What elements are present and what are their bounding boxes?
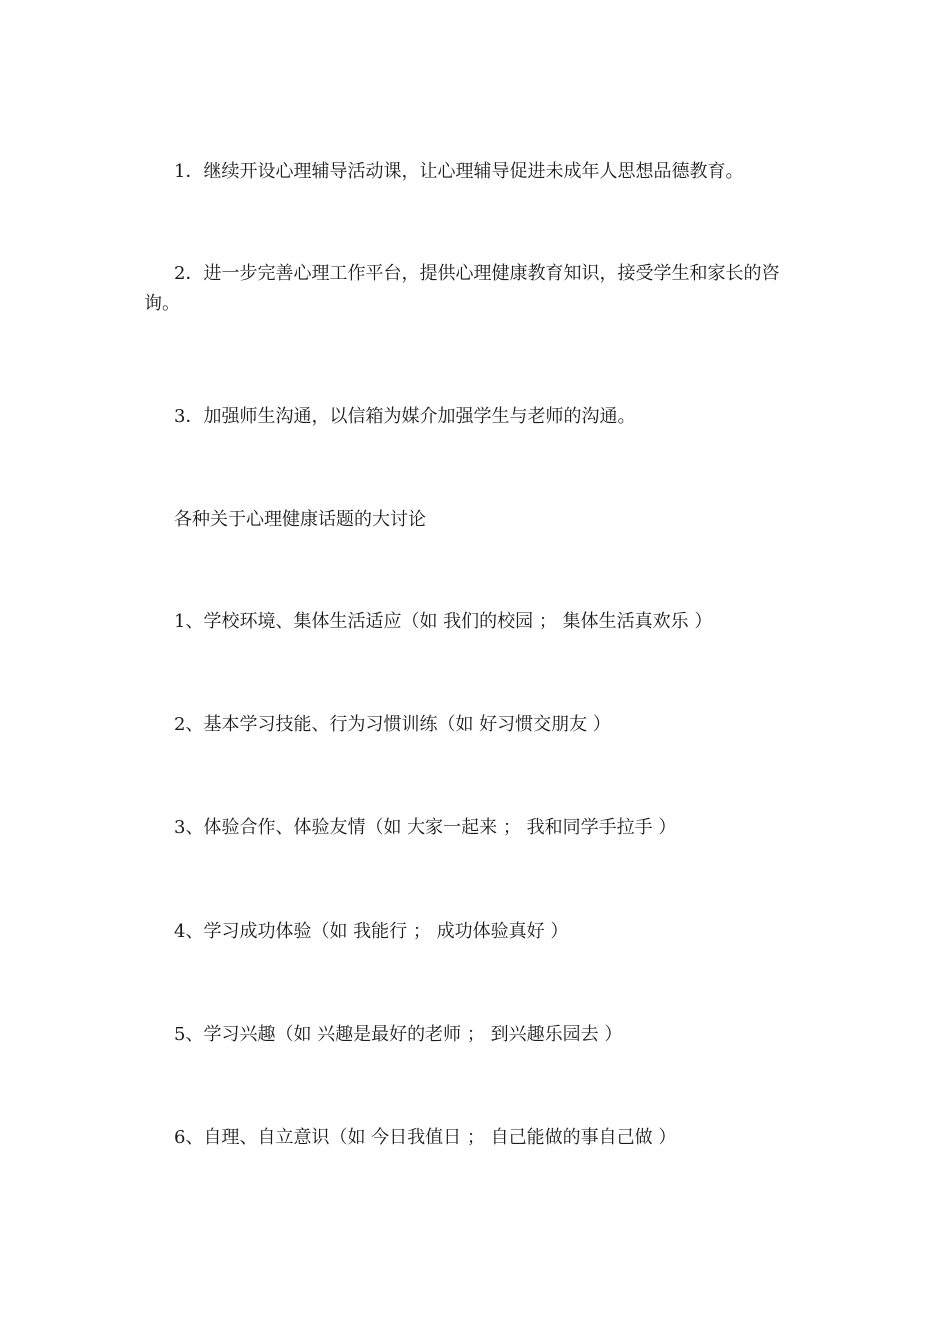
list-item-4: 4、学习成功体验（如 我能行 ； 成功体验真好 ） — [174, 921, 569, 942]
paragraph-item-3: 3．加强师生沟通，以信箱为媒介加强学生与老师的沟通。 — [174, 406, 636, 427]
list-item-3: 3、体验合作、体验友情（如 大家一起来 ； 我和同学手拉手 ） — [174, 817, 677, 838]
paragraph-item-2: 2．进一步完善心理工作平台，提供心理健康教育知识，接受学生和家长的咨询。 — [144, 263, 780, 314]
list-item-6: 6、自理、自立意识（如 今日我值日 ； 自己能做的事自己做 ） — [174, 1127, 677, 1148]
list-item-1: 1、学校环境、集体生活适应（如 我们的校园 ； 集体生活真欢乐 ） — [174, 611, 713, 632]
section-heading: 各种关于心理健康话题的大讨论 — [174, 509, 426, 530]
list-item-5: 5、学习兴趣（如 兴趣是最好的老师 ； 到兴趣乐园去 ） — [174, 1024, 623, 1045]
list-item-2: 2、基本学习技能、行为习惯训练（如 好习惯交朋友 ） — [174, 714, 611, 735]
paragraph-item-1: 1．继续开设心理辅导活动课，让心理辅导促进未成年人思想品德教育。 — [174, 161, 744, 182]
